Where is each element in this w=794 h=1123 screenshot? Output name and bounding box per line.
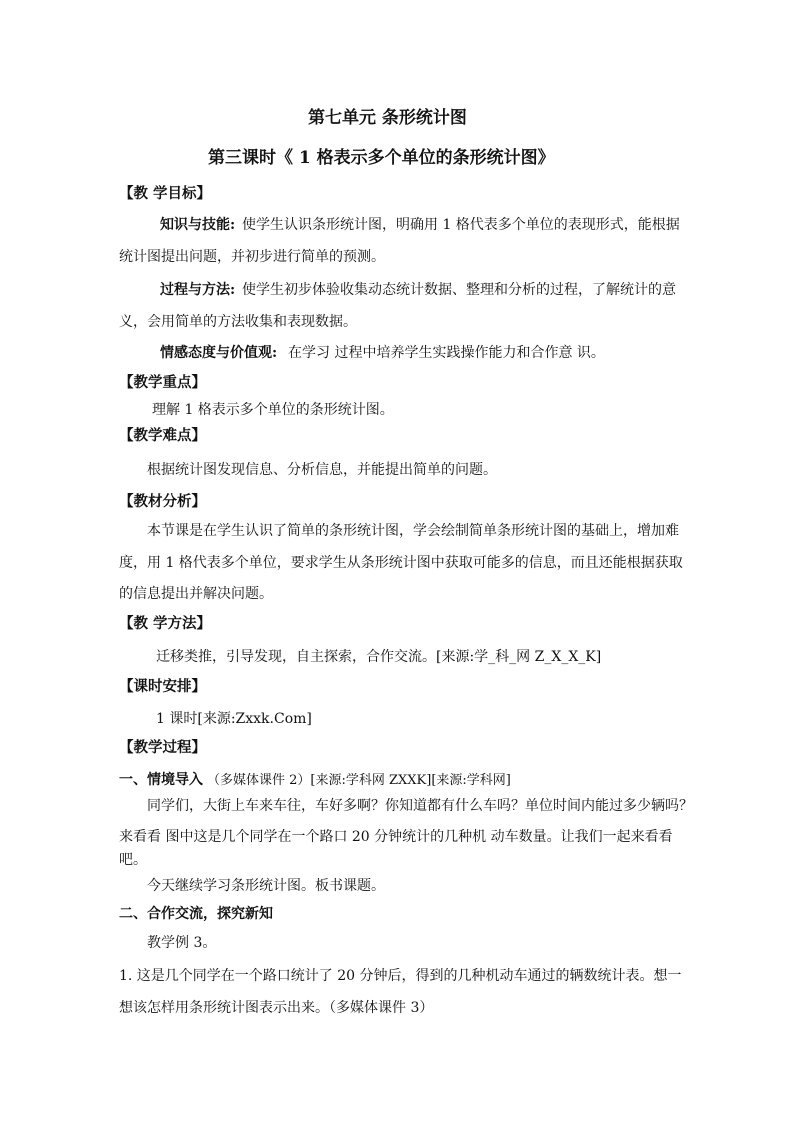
section2-text-1: 教学例 3。 [147,935,217,951]
knowledge-label: 知识与技能: [160,217,236,233]
section2-text-2: 1. 这是几个同学在一个路口统计了 20 分钟后，得到的几种机动车通过的辆数统计表。想一 [119,968,682,984]
knowledge-text-1: 使学生认识条形统计图，明确用 1 格代表多个单位的表现形式，能根据 [242,217,680,233]
section-heading-analysis: 【教材分析】 [119,493,206,510]
section1-text-1: 同学们，大街上车来车往，车好多啊？你知道都有什么车吗？单位时间内能过多少辆吗？ [147,798,693,814]
lesson-subtitle: 第三课时《 1 格表示多个单位的条形统计图》 [208,148,555,168]
section-heading-schedule: 【课时安排】 [119,678,206,695]
section1-text-4: 今天继续学习条形统计图。板书课题。 [147,878,385,894]
section-heading-process: 【教学过程】 [119,739,206,756]
knowledge-text-2: 统计图提出问题，并初步进行简单的预测。 [119,249,385,265]
focus-text: 理解 1 格表示多个单位的条形统计图。 [152,402,394,418]
section2-title: 二、合作交流，探究新知 [119,906,273,922]
section1-text-2: 来看看 图中这是几个同学在一个路口 20 分钟统计的几种机 动车数量。让我们一起来看看 [119,829,673,845]
section-heading-focus: 【教学重点】 [119,374,206,391]
analysis-text-3: 的信息提出并解决问题。 [119,586,273,602]
process-text-1: 使学生初步体验收集动态统计数据、整理和分析的过程，了解统计的意 [242,282,676,298]
section-heading-goals: 【教 学目标】 [119,185,212,202]
process-text-2: 义，会用简单的方法收集和表现数据。 [119,314,357,330]
section1-text-3: 吧。 [119,852,147,868]
analysis-text-2: 度，用 1 格代表多个单位，要求学生从条形统计图中获取可能多的信息，而且还能根据获取 [119,555,683,571]
schedule-text: 1 课时[来源:Zxxk.Com] [156,711,312,727]
section-heading-difficulty: 【教学难点】 [119,427,206,444]
method-text: 迁移类推，引导发现，自主探索，合作交流。[来源:学_科_网 Z_X_X_K] [156,649,602,665]
page-title: 第七单元 条形统计图 [308,108,467,128]
emotion-text: 在学习 过程中培养学生实践操作能力和合作意 识。 [288,345,605,361]
section2-text-3: 想该怎样用条形统计图表示出来。（多媒体课件 3） [119,1000,434,1016]
section-heading-method: 【教 学方法】 [119,615,212,632]
section1-note: （多媒体课件 2）[来源:学科网 ZXXK][来源:学科网] [207,773,511,788]
difficulty-text: 根据统计图发现信息、分析信息，并能提出简单的问题。 [147,462,497,478]
analysis-text-1: 本节课是在学生认识了简单的条形统计图，学会绘制简单条形统计图的基础上，增加难 [147,523,679,539]
emotion-label: 情感态度与价值观: [160,345,278,361]
process-label: 过程与方法: [160,282,236,298]
section1-title: 一、情境导入 [119,772,203,788]
